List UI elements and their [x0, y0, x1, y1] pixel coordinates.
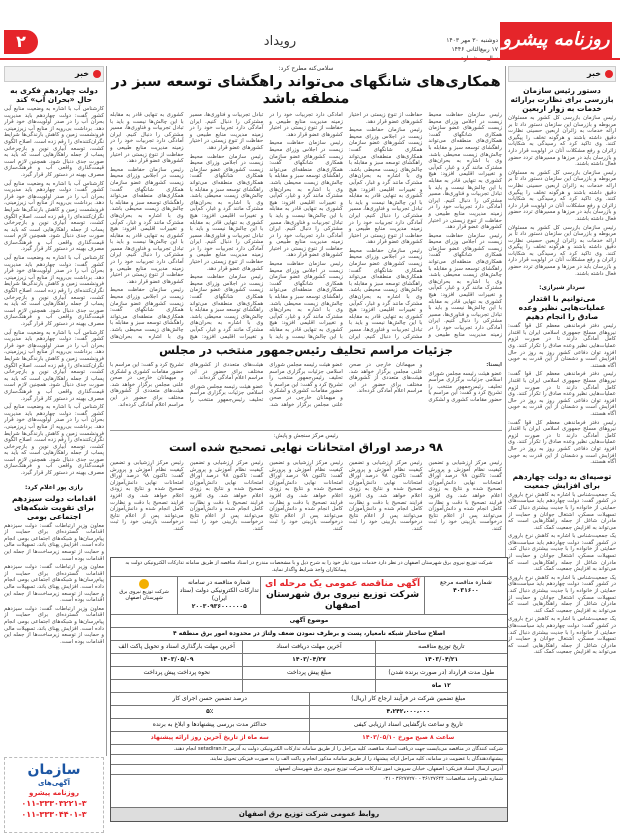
header-divider — [0, 58, 620, 60]
divider — [110, 430, 502, 431]
ad-company: شرکت توزیع نیروی برق شهرستان اصفهان — [111, 577, 177, 614]
ad-duration-value-row: ۱۲ ماه — [111, 679, 507, 692]
main-body-p4: رئیس سازمان حفاظت محیط زیست در اجلاس وزرای محیط زیست کشورهای عضو سازمان همکاری شانگهای گفت: همکاری‌های منطقه‌ای می‌تواند راهگشای توسعه سبز و مقابله با چالش‌های زیست محیطی باشد. وی با اشاره به بحران‌های مشترک مانند گرد و غبار، کم‌آبی و تغییرات اقلیمی افزود: هیچ کشوری به تنهایی قادر به مقابله با این چالش‌ها نیست و باید با تبادل تجربیات و فناوری‌ها، مسیر مشترکی را دنبال کنیم. ایران آمادگی دارد تجربیات خود را در زمینه مدیریت منابع طبیعی و حفاظت از تنوع زیستی در اختیار کشورهای عضو قرار دهد. — [269, 112, 423, 340]
right-story3-body: یک جمعیت‌شناس با اشاره به کاهش نرخ باروری در کشور گفت: دولت چهاردهم باید سیاست‌های حمایتی از خانواده را با جدیت بیشتری دنبال کند. تسهیلات مسکن، اشتغال جوانان و حمایت از مادران شاغل از جمله راهکارهایی است که می‌تواند به افزایش جمعیت کمک کند. — [508, 491, 616, 531]
parliament-body-p3: عضو هیئت رئیسه مجلس شورای اسلامی جزئیات برگزاری مراسم تحلیف رئیس‌جمهور منتخب را تشریح کرد و گفت: این مراسم با حضور مقامات کشوری و لشکری و میهمانان خارجی در صحن علنی مجلس برگزار خواهد شد. هیئت‌های متعددی از کشورهای مختلف برای حضور در این مراسم اعلام آمادگی کرده‌اند. — [110, 362, 264, 408]
right-column-tag: خبر — [508, 66, 616, 82]
ad-opening-row: تاریخ و ساعت بازگشایی اسناد ارزیابی کیفی حداکثر مدت بررسی پیشنهادها و ابلاغ به برنده — [111, 718, 507, 731]
main-body-p9: رئیس سازمان حفاظت محیط زیست در اجلاس وزرای محیط زیست کشورهای عضو سازمان همکاری شانگهای گفت: همکاری‌های منطقه‌ای می‌تواند راهگشای توسعه سبز و مقابله با چالش‌های زیست محیطی باشد. وی با اشاره به بحران‌های مشترک مانند گرد و غبار، کم‌آبی و تغییرات اقلیمی افزود: هیچ کشوری به تنهایی قادر به مقابله با این چالش‌ها نیست و باید با تبادل تجربیات و فناوری‌ها، مسیر مشترکی را دنبال کنیم. ایران آمادگی دارد تجربیات خود را در زمینه مدیریت منابع طبیعی و حفاظت از تنوع زیستی در اختیار کشورهای عضو قرار دهد. — [110, 166, 184, 285]
ad-subject-row: اصلاح ساختار شبکه نامعیار، پست و برطرف نمودن ضعف ولتاژ در محدوده امور برق منطقه ۴ — [111, 627, 507, 640]
main-body — [110, 112, 502, 342]
exams-body — [110, 460, 502, 554]
ad-note-3: آدرس ارسال اسناد فیزیکی: اصفهان، خیابان سروش، امور تدارکات شرکت توزیع نیروی برق شهرستان اصفهان — [111, 764, 507, 774]
ad-note-2: پیشنهاددهندگان با عضویت در سامانه، کلیه مراحل ارائه پیشنهاد را از طریق سامانه مذکور انجام و پاکت الف را به صورت فیزیکی تحویل نمایند. — [111, 754, 507, 764]
company-logo-icon — [139, 579, 149, 589]
right-story2-body-cont: رئیس دفتر فرماندهی معظم کل قوا گفت: نیروهای مسلح جمهوری اسلامی ایران با اقتدار کامل آمادگی دارند تا در صورت لزوم عملیات‌هایی نظیر وعده صادق را تکرار کنند. وی افزود توان دفاعی کشور روز به روز در حال افزایش است و دشمنان از این قدرت به خوبی آگاه هستند. — [508, 371, 616, 417]
brand-logo: روزنامه پیشرو — [500, 22, 612, 58]
left-story1-body-cont4: کارشناس آب با اشاره به وضعیت منابع آبی کشور گفت: دولت چهاردهم باید مدیریت بحران آب را در صدر اولویت‌های خود قرار دهد. برداشت بی‌رویه از منابع آب زیرزمینی، فرونشست زمین و کاهش بارندگی‌ها شرایط نگران‌کننده‌ای را رقم زده است. اصلاح الگوی کشت، توسعه آبیاری نوین و بازچرخانی پساب از جمله راهکارهایی است که باید به صورت جدی دنبال شود. همچنین لازم است قیمت‌گذاری واقعی آب و فرهنگ‌سازی مصرف بهینه در دستور کار قرار گیرد. — [4, 404, 104, 477]
right-story2-title: می‌توانیم با اقتدار عملیات‌هایی نظیر وعده صادق را انجام دهیم — [518, 294, 606, 322]
right-column — [508, 86, 616, 741]
left-story2-title: اقدامات دولت سیزدهم برای تقویت شبکه‌های اجتماعی بومی — [12, 493, 96, 521]
right-story3-body-cont3: یک جمعیت‌شناس با اشاره به کاهش نرخ باروری در کشور گفت: دولت چهاردهم باید سیاست‌های حمایتی از خانواده را با جدیت بیشتری دنبال کند. تسهیلات مسکن، اشتغال جوانان و حمایت از مادران شاغل از جمله راهکارهایی است که می‌تواند به افزایش جمعیت کمک کند. — [508, 616, 616, 656]
main-body-p6: رئیس سازمان حفاظت محیط زیست در اجلاس وزرای محیط زیست کشورهای عضو سازمان همکاری شانگهای گفت: همکاری‌های منطقه‌ای می‌تواند راهگشای توسعه سبز و مقابله با چالش‌های زیست محیطی باشد. وی با اشاره به بحران‌های مشترک مانند گرد و غبار، کم‌آبی و تغییرات اقلیمی افزود: هیچ کشوری به تنهایی قادر به مقابله با این چالش‌ها نیست و باید با تبادل تجربیات و فناوری‌ها، مسیر مشترکی را دنبال کنیم. ایران آمادگی دارد تجربیات خود را در زمینه مدیریت منابع طبیعی و حفاظت از تنوع زیستی در اختیار کشورهای عضو قرار دهد. — [189, 112, 343, 340]
left-story2-body: معاون وزیر ارتباطات گفت: دولت سیزدهم اقدامات گسترده‌ای برای حمایت از پیام‌رسان‌ها و شبکه‌های اجتماعی بومی انجام داده است. افزایش پهنای باند، تسهیلات مالی و حمایت از توسعه زیرساخت‌ها از جمله این اقدامات بوده است. — [4, 522, 104, 562]
left-story2-body-cont: معاون وزیر ارتباطات گفت: دولت سیزدهم اقدامات گسترده‌ای برای حمایت از پیام‌رسان‌ها و شبکه‌های اجتماعی بومی انجام داده است. افزایش پهنای باند، تسهیلات مالی و حمایت از توسعه زیرساخت‌ها از جمله این اقدامات بوده است. — [4, 564, 104, 604]
exams-body-p5: رئیس مرکز ارزشیابی و تضمین کیفیت نظام آموزش و پرورش گفت: تاکنون ۹۸ درصد اوراق امتحانات نهایی دانش‌آموزان تصحیح شده و نتایج به زودی اعلام خواهد شد. وی افزود فرایند تصحیح با دقت و نظارت کامل انجام شده و دانش‌آموزان می‌توانند پس از اعلام نتایج درخواست بازبینی خود را ثبت کنند. — [110, 460, 184, 532]
right-story1-title: دستور رئیس سازمان بازرسی برای نظارت برارائه خدمات به زوار اربعین — [510, 86, 614, 113]
ad-estimate-value-row: ۴،۲۴۲،۰۰۰،۰۰۰ ۵٪ — [111, 705, 507, 718]
main-body-p7: رئیس سازمان حفاظت محیط زیست در اجلاس وزرای محیط زیست کشورهای عضو سازمان همکاری شانگهای گفت: همکاری‌های منطقه‌ای می‌تواند راهگشای توسعه سبز و مقابله با چالش‌های زیست محیطی باشد. وی با اشاره به بحران‌های مشترک مانند گرد و غبار، کم‌آبی و تغییرات اقلیمی افزود: هیچ کشوری به تنهایی قادر به مقابله با این چالش‌ها نیست و باید با تبادل تجربیات و فناوری‌ها، مسیر مشترکی را دنبال کنیم. ایران آمادگی دارد تجربیات خود را در زمینه مدیریت منابع طبیعی و حفاظت از تنوع زیستی در اختیار کشورهای عضو قرار دهد. — [189, 153, 264, 272]
ad-estimate-row: مبلغ تضمین شرکت در فرآیند ارجاع کار (ریال) درصد تضمین حسن اجرای کار — [111, 692, 507, 705]
ad-footer: روابط عمومی شرکت توزیع برق اصفهان — [111, 807, 507, 821]
classified-phone-2: ۰۱۱-۳۳۳۰۴۴۰۱-۳ — [21, 810, 87, 819]
ad-dates-labels: تاریخ توزیع مناقصه آخرین مهلت دریافت اسناد آخرین مهلت بارگذاری اسناد و تحویل پاکت الف — [111, 640, 507, 653]
ad-title-row — [111, 576, 507, 614]
right-story1-body: رئیس سازمان بازرسی کل کشور به مسئولان مربوطه و بازرسان این سازمان دستور داد تا بر ارائه خدمات به زائران اربعین حسینی نظارت دقیق داشته باشند و هرگونه تخلف را پیگیری کنند. وی تاکید کرد که رسیدگی به شکایات زائران و رفع مشکلات آنان در اولویت قرار دارد و بازرسان باید در مرزها و مسیرهای تردد حضور فعال داشته باشند. — [508, 115, 616, 168]
right-story3-body-cont: یک جمعیت‌شناس با اشاره به کاهش نرخ باروری در کشور گفت: دولت چهاردهم باید سیاست‌های حمایتی از خانواده را با جدیت بیشتری دنبال کند. تسهیلات مسکن، اشتغال جوانان و حمایت از مادران شاغل از جمله راهکارهایی است که می‌تواند به افزایش جمعیت کمک کند. — [508, 533, 616, 573]
left-column-tag: خبر — [4, 66, 104, 82]
left-story1-body-cont: کارشناس آب با اشاره به وضعیت منابع آبی کشور گفت: دولت چهاردهم باید مدیریت بحران آب را در صدر اولویت‌های خود قرار دهد. برداشت بی‌رویه از منابع آب زیرزمینی، فرونشست زمین و کاهش بارندگی‌ها شرایط نگران‌کننده‌ای را رقم زده است. اصلاح الگوی کشت، توسعه آبیاری نوین و بازچرخانی پساب از جمله راهکارهایی است که باید به صورت جدی دنبال شود. همچنین لازم است قیمت‌گذاری واقعی آب و فرهنگ‌سازی مصرف بهینه در دستور کار قرار گیرد. — [4, 180, 104, 253]
main-headline: همکاری‌های شانگهای می‌تواند راهگشای توسعه سبز در منطقه باشد — [111, 74, 501, 107]
section-title: رویداد — [263, 34, 297, 49]
ad-dates-values: ۱۴۰۳/۰۴/۲۱ ۱۴۰۳/۰۴/۲۷ ۱۴۰۳/۰۵/۰۹ — [111, 653, 507, 666]
main-body-p8: رئیس سازمان حفاظت محیط زیست در اجلاس وزرای محیط زیست کشورهای عضو سازمان همکاری شانگهای گفت: همکاری‌های منطقه‌ای می‌تواند راهگشای توسعه سبز و مقابله با چالش‌های زیست محیطی باشد. وی با اشاره به بحران‌های مشترک مانند گرد و غبار، کم‌آبی و تغییرات اقلیمی افزود: هیچ کشوری به تنهایی قادر به مقابله با این چالش‌ها نیست و باید با تبادل تجربیات و فناوری‌ها، مسیر مشترکی را دنبال کنیم. ایران آمادگی دارد تجربیات خود را در زمینه مدیریت منابع طبیعی و حفاظت از تنوع زیستی در اختیار کشورهای عضو قرار دهد. — [110, 112, 264, 340]
left-story2-kicker: رازی پور اعلام کرد: — [24, 483, 83, 491]
main-body-p1: رئیس سازمان حفاظت محیط زیست در اجلاس وزرای محیط زیست کشورهای عضو سازمان همکاری شانگهای گفت: همکاری‌های منطقه‌ای می‌تواند راهگشای توسعه سبز و مقابله با چالش‌های زیست محیطی باشد. وی با اشاره به بحران‌های مشترک مانند گرد و غبار، کم‌آبی و تغییرات اقلیمی افزود: هیچ کشوری به تنهایی قادر به مقابله با این چالش‌ها نیست و باید با تبادل تجربیات و فناوری‌ها، مسیر مشترکی را دنبال کنیم. ایران آمادگی دارد تجربیات خود را در زمینه مدیریت منابع طبیعی و حفاظت از تنوع زیستی در اختیار کشورهای عضو قرار دهد. — [428, 112, 502, 231]
exams-kicker: رئیس مرکز سنجش و پایش: — [273, 433, 339, 439]
main-body-p2: رئیس سازمان حفاظت محیط زیست در اجلاس وزرای محیط زیست کشورهای عضو سازمان همکاری شانگهای گفت: همکاری‌های منطقه‌ای می‌تواند راهگشای توسعه سبز و مقابله با چالش‌های زیست محیطی باشد. وی با اشاره به بحران‌های مشترک مانند گرد و غبار، کم‌آبی و تغییرات اقلیمی افزود: هیچ کشوری به تنهایی قادر به مقابله با این چالش‌ها نیست و باید با تبادل تجربیات و فناوری‌ها، مسیر مشترکی را دنبال کنیم. ایران آمادگی دارد تجربیات خود را در زمینه مدیریت منابع طبیعی و حفاظت از تنوع زیستی در اختیار کشورهای عضو قرار دهد. — [348, 112, 502, 338]
exams-body-p1: رئیس مرکز ارزشیابی و تضمین کیفیت نظام آموزش و پرورش گفت: تاکنون ۹۸ درصد اوراق امتحانات نهایی دانش‌آموزان تصحیح شده و نتایج به زودی اعلام خواهد شد. وی افزود فرایند تصحیح با دقت و نظارت کامل انجام شده و دانش‌آموزان می‌توانند پس از اعلام نتایج درخواست بازبینی خود را ثبت کنند. — [428, 460, 502, 532]
ad-note-4: شماره تلفن واحد مناقصات: ۳۶۱۲۷۶۴۴ - ۳۶۲۷۷۲۷۰ - ۰۳۱ — [111, 774, 507, 784]
bullet-icon — [605, 70, 613, 78]
right-story2-body-cont2: رئیس دفتر فرماندهی معظم کل قوا گفت: نیروهای مسلح جمهوری اسلامی ایران با اقتدار کامل آمادگی دارند تا در صورت لزوم عملیات‌هایی نظیر وعده صادق را تکرار کنند. وی افزود توان دفاعی کشور روز به روز در حال افزایش است و دشمنان از این قدرت به خوبی آگاه هستند. — [508, 419, 616, 466]
ad-system-no: شماره مناقصه در سامانه تدارکات الکترونیکی دولت (ستاد ایران) ۲۰۰۳۰۹۳۶۰۰۰۰۰۰۵ — [177, 577, 260, 614]
main-body-p5: رئیس سازمان حفاظت محیط زیست در اجلاس وزرای محیط زیست کشورهای عضو سازمان همکاری شانگهای گفت: همکاری‌های منطقه‌ای می‌تواند راهگشای توسعه سبز و مقابله با چالش‌های زیست محیطی باشد. وی با اشاره به بحران‌های مشترک مانند گرد و غبار، کم‌آبی و تغییرات اقلیمی افزود: هیچ کشوری به تنهایی قادر به مقابله با این چالش‌ها نیست و باید با تبادل تجربیات و فناوری‌ها، مسیر مشترکی را دنبال کنیم. ایران آمادگی دارد تجربیات خود را در زمینه مدیریت منابع طبیعی و حفاظت از تنوع زیستی در اختیار کشورهای عضو قرار دهد. — [269, 140, 343, 259]
exams-body-p3: رئیس مرکز ارزشیابی و تضمین کیفیت نظام آموزش و پرورش گفت: تاکنون ۹۸ درصد اوراق امتحانات نهایی دانش‌آموزان تصحیح شده و نتایج به زودی اعلام خواهد شد. وی افزود فرایند تصحیح با دقت و نظارت کامل انجام شده و دانش‌آموزان می‌توانند پس از اعلام نتایج درخواست بازبینی خود را ثبت کنند. — [269, 460, 343, 532]
ad-duration-row: طول مدت قرارداد (در صورت برنده شدن) مبلغ پیش پرداخت نحوه پرداخت پیش پرداخت — [111, 666, 507, 679]
exams-body-p2: رئیس مرکز ارزشیابی و تضمین کیفیت نظام آموزش و پرورش گفت: تاکنون ۹۸ درصد اوراق امتحانات نهایی دانش‌آموزان تصحیح شده و نتایج به زودی اعلام خواهد شد. وی افزود فرایند تصحیح با دقت و نظارت کامل انجام شده و دانش‌آموزان می‌توانند پس از اعلام نتایج درخواست بازبینی خود را ثبت کنند. — [348, 460, 423, 532]
left-story2-body-cont2: معاون وزیر ارتباطات گفت: دولت سیزدهم اقدامات گسترده‌ای برای حمایت از پیام‌رسان‌ها و شبکه‌های اجتماعی بومی انجام داده است. افزایش پهنای باند، تسهیلات مالی و حمایت از توسعه زیرساخت‌ها از جمله این اقدامات بوده است. — [4, 605, 104, 645]
exams-body-p4: رئیس مرکز ارزشیابی و تضمین کیفیت نظام آموزش و پرورش گفت: تاکنون ۹۸ درصد اوراق امتحانات نهایی دانش‌آموزان تصحیح شده و نتایج به زودی اعلام خواهد شد. وی افزود فرایند تصحیح با دقت و نظارت کامل انجام شده و دانش‌آموزان می‌توانند پس از اعلام نتایج درخواست بازبینی خود را ثبت کنند. — [189, 460, 264, 532]
ad-subject-label-row: موضوع آگهی — [111, 614, 507, 627]
right-story2-kicker: سردار شیرازی: — [539, 284, 585, 292]
bullet-icon — [93, 70, 101, 78]
ad-tender-no: شماره مناقصه مرجع ۴۰۳۱۶۰۰ — [424, 577, 507, 614]
classified-title: سازمان — [27, 762, 81, 778]
parliament-headline: جزئیات مراسم تحلیف رئیس‌جمهور منتخب در مجلس — [159, 343, 453, 357]
ad-opening-value-row: ساعت ۸ صبح مورخ ۱۴۰۳/۰۵/۱۰ سه ماه از تاریخ آخرین روز ارائه پیشنهاد — [111, 731, 507, 744]
main-kicker: سلامی‌کنه مطرح کرد: — [278, 65, 334, 72]
right-story3-body-cont2: یک جمعیت‌شناس با اشاره به کاهش نرخ باروری در کشور گفت: دولت چهاردهم باید سیاست‌های حمایتی از خانواده را با جدیت بیشتری دنبال کند. تسهیلات مسکن، اشتغال جوانان و حمایت از مادران شاغل از جمله راهکارهایی است که می‌تواند به افزایش جمعیت کمک کند. — [508, 574, 616, 614]
ad-note-1: شرکت کنندگان در مناقصه می‌بایست جهت دریافت اسناد مناقصه، کلیه مراحل را از طریق سامانه تدارکات الکترونیکی دولت به آدرس setadiran.ir انجام دهند. — [111, 744, 507, 754]
exams-headline: ۹۸ درصد اوراق امتحانات نهایی تصحیح شده است — [168, 440, 444, 454]
right-story2-body: رئیس دفتر فرماندهی معظم کل قوا گفت: نیروهای مسلح جمهوری اسلامی ایران با اقتدار کامل آمادگی دارند تا در صورت لزوم عملیات‌هایی نظیر وعده صادق را تکرار کنند. وی افزود توان دفاعی کشور روز به روز در حال افزایش است و دشمنان از این قدرت به خوبی آگاه هستند. — [508, 323, 616, 369]
left-story1-title: دولت چهاردهم فکری به حال «بحران آب» کند — [10, 86, 98, 104]
classified-subtitle: آگهی‌های — [37, 779, 71, 787]
right-story1-body-cont2: رئیس سازمان بازرسی کل کشور به مسئولان مربوطه و بازرسان این سازمان دستور داد تا بر ارائه خدمات به زائران اربعین حسینی نظارت دقیق داشته باشند و هرگونه تخلف را پیگیری کنند. وی تاکید کرد که رسیدگی به شکایات زائران و رفع مشکلات آنان در اولویت قرار دارد و بازرسان باید در مرزها و مسیرهای تردد حضور فعال داشته باشند. — [508, 224, 616, 277]
parliament-body-p2: عضو هیئت رئیسه مجلس شورای اسلامی جزئیات برگزاری مراسم تحلیف رئیس‌جمهور منتخب را تشریح کرد و گفت: این مراسم با حضور مقامات کشوری و لشکری و میهمانان خارجی در صحن علنی مجلس برگزار خواهد شد. هیئت‌های متعددی از کشورهای مختلف برای حضور در این مراسم اعلام آمادگی کرده‌اند. — [189, 362, 343, 408]
ad-title: آگهی مناقصه عمومی یک مرحله ای شرکت توزیع نیروی برق شهرستان اصفهان — [260, 577, 423, 614]
left-story1-body-cont3: کارشناس آب با اشاره به وضعیت منابع آبی کشور گفت: دولت چهاردهم باید مدیریت بحران آب را در صدر اولویت‌های خود قرار دهد. برداشت بی‌رویه از منابع آب زیرزمینی، فرونشست زمین و کاهش بارندگی‌ها شرایط نگران‌کننده‌ای را رقم زده است. اصلاح الگوی کشت، توسعه آبیاری نوین و بازچرخانی پساب از جمله راهکارهایی است که باید به صورت جدی دنبال شود. همچنین لازم است قیمت‌گذاری واقعی آب و فرهنگ‌سازی مصرف بهینه در دستور کار قرار گیرد. — [4, 329, 104, 402]
left-column — [4, 86, 104, 754]
parliament-body-p1: عضو هیئت رئیسه مجلس شورای اسلامی جزئیات برگزاری مراسم تحلیف رئیس‌جمهور منتخب را تشریح کرد و گفت: این مراسم با حضور مقامات کشوری و لشکری و میهمانان خارجی در صحن علنی مجلس برگزار خواهد شد. هیئت‌های متعددی از کشورهای مختلف برای حضور در این مراسم اعلام آمادگی کرده‌اند. — [348, 362, 502, 403]
right-story1-body-cont: رئیس سازمان بازرسی کل کشور به مسئولان مربوطه و بازرسان این سازمان دستور داد تا بر ارائه خدمات به زائران اربعین حسینی نظارت دقیق داشته باشند و هرگونه تخلف را پیگیری کنند. وی تاکید کرد که رسیدگی به شکایات زائران و رفع مشکلات آنان در اولویت قرار دارد و بازرسان باید در مرزها و مسیرهای تردد حضور فعال داشته باشند. — [508, 169, 616, 222]
main-body-p10: رئیس سازمان حفاظت محیط زیست در اجلاس وزرای محیط زیست کشورهای عضو سازمان همکاری شانگهای گفت: همکاری‌های منطقه‌ای می‌تواند راهگشای توسعه سبز و مقابله با چالش‌های زیست محیطی باشد. وی با اشاره به بحران‌های — [110, 287, 184, 340]
tender-ad — [110, 557, 508, 822]
date-line-2: ۱۷ ربیع‌الثانی ۱۴۴۶ — [451, 46, 498, 53]
date-line-1: دوشنبه ۳۰ مهر ۱۴۰۳ — [446, 37, 498, 44]
classified-brand: روزنامه پیشرو — [29, 789, 79, 797]
column-rule — [106, 66, 107, 756]
left-story1-body-cont2: کارشناس آب با اشاره به وضعیت منابع آبی کشور گفت: دولت چهاردهم باید مدیریت بحران آب را در صدر اولویت‌های خود قرار دهد. برداشت بی‌رویه از منابع آب زیرزمینی، فرونشست زمین و کاهش بارندگی‌ها شرایط نگران‌کننده‌ای را رقم زده است. اصلاح الگوی کشت، توسعه آبیاری نوین و بازچرخانی پساب از جمله راهکارهایی است که باید به صورت جدی دنبال شود. همچنین لازم است قیمت‌گذاری واقعی آب و فرهنگ‌سازی مصرف بهینه در دستور کار قرار گیرد. — [4, 255, 104, 327]
classified-phone-1: ۰۱۱-۳۳۳۰۳۲۲۱-۳ — [21, 799, 87, 808]
right-story3-title: توصیه‌ای به دولت چهاردهم برای افزایش جمعیت — [512, 471, 612, 490]
ad-intro: شرکت توزیع نیروی برق شهرستان اصفهان در نظر دارد خدمات مورد نیاز خود را به شرح ذیل و با مشخصات مندرج در اسناد مناقصه از طریق سامانه تدارکات الکترونیکی دولت به پیمانکاران واجد شرایط واگذار نماید. — [125, 560, 493, 573]
page-number: ۲ — [4, 30, 38, 54]
parliament-kicker: ایسنا: — [486, 362, 502, 368]
parliament-body — [110, 362, 502, 428]
classified-ad — [4, 757, 104, 833]
left-story1-body: کارشناس آب با اشاره به وضعیت منابع آبی کشور گفت: دولت چهاردهم باید مدیریت بحران آب را در صدر اولویت‌های خود قرار دهد. برداشت بی‌رویه از منابع آب زیرزمینی، فرونشست زمین و کاهش بارندگی‌ها شرایط نگران‌کننده‌ای را رقم زده است. اصلاح الگوی کشت، توسعه آبیاری نوین و بازچرخانی پساب از جمله راهکارهایی است که باید به صورت جدی دنبال شود. همچنین لازم است قیمت‌گذاری واقعی آب و فرهنگ‌سازی مصرف بهینه در دستور کار قرار گیرد. — [4, 106, 104, 178]
main-body-p3: رئیس سازمان حفاظت محیط زیست در اجلاس وزرای محیط زیست کشورهای عضو سازمان همکاری شانگهای گفت: همکاری‌های منطقه‌ای می‌تواند راهگشای توسعه سبز و مقابله با چالش‌های زیست محیطی باشد. وی با اشاره به بحران‌های مشترک مانند گرد و غبار، کم‌آبی و تغییرات اقلیمی افزود: هیچ کشوری به تنهایی قادر به مقابله با این چالش‌ها نیست و باید با تبادل تجربیات و فناوری‌ها، مسیر مشترکی را دنبال کنیم. ایران آمادگی دارد تجربیات خود را در زمینه مدیریت منابع طبیعی و حفاظت از تنوع زیستی در اختیار کشورهای عضو قرار دهد. — [348, 127, 423, 246]
